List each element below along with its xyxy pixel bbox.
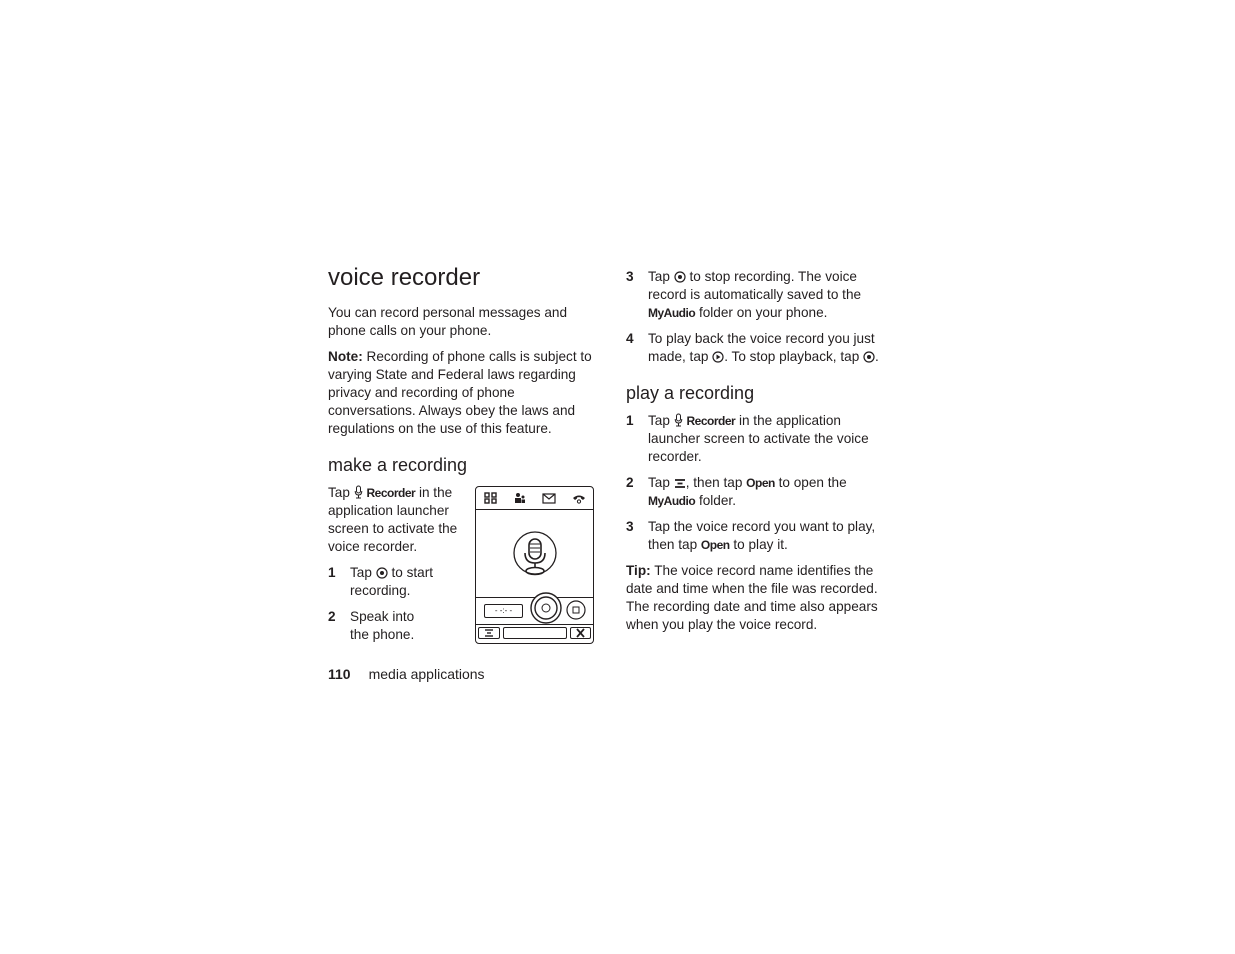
page-footer [328, 665, 485, 683]
screen-top-bar [476, 487, 593, 510]
note-label: Note: [328, 349, 363, 364]
make-step-3: 3 Tap to stop recording. The voice record is automatically saved to the MyAudio folder on your phone. [626, 269, 862, 320]
app-launcher-icon[interactable] [484, 491, 497, 509]
recorder-label: Recorder [686, 414, 736, 428]
phone-icon[interactable] [572, 491, 586, 509]
make-intro: Tap Recorder in the application launcher screen to activate the voice recorder. [328, 485, 458, 554]
time-display: - -:- - [484, 604, 523, 618]
recorder-icon [354, 485, 363, 499]
right-column [626, 268, 894, 642]
make-recording-block [328, 484, 596, 644]
play-step-2: 2 Tap , then tap Open to open the MyAudio folder. [626, 475, 847, 508]
open-label: Open [746, 476, 775, 490]
make-step-4: 4 To play back the voice record you just made, tap . To stop playback, tap . [626, 331, 879, 364]
note-text: Recording of phone calls is subject to varying State and Federal laws regarding privacy and recording of phone conversations. Always obey the laws and regulations on the use of this feature. [328, 349, 592, 436]
open-label: Open [700, 538, 730, 552]
left-column [328, 262, 596, 652]
play-recording-heading: play a recording [626, 383, 755, 403]
messages-icon[interactable] [542, 491, 556, 509]
make-step-1: 1 Tap to start recording. [328, 565, 434, 598]
recorder-label: Recorder [366, 486, 416, 500]
page-number: 110 [328, 666, 351, 682]
make-recording-text [328, 484, 468, 644]
recorder-icon [674, 413, 683, 427]
close-icon[interactable] [570, 627, 591, 639]
tip-text: The voice record name identifies the date and time when the file was recorded. The recording date and time also appears when you play the voice record. [626, 563, 878, 632]
play-step-3: 3 Tap the voice record you want to play, then tap Open to play it. [626, 519, 876, 552]
menu-icon[interactable] [478, 627, 500, 639]
page-title: voice recorder [328, 264, 481, 291]
section-name: media applications [368, 666, 485, 682]
stop-key-icon [863, 351, 875, 363]
screen-bottom-bar [476, 624, 593, 643]
contacts-icon[interactable] [514, 491, 526, 509]
tip-paragraph [626, 562, 894, 634]
menu-icon [674, 478, 686, 489]
myaudio-label: MyAudio [648, 494, 696, 508]
play-step-1: 1 Tap Recorder in the application launcher screen to activate the voice recorder. [626, 413, 869, 464]
microphone-icon [512, 531, 558, 584]
make-recording-heading: make a recording [328, 455, 468, 475]
intro-paragraph: You can record personal messages and phone calls on your phone. [328, 305, 568, 338]
record-key-icon [674, 271, 686, 283]
make-step-2: 2 Speak into the phone. [328, 609, 415, 642]
voice-recorder-screen [475, 486, 594, 644]
myaudio-label: MyAudio [648, 306, 696, 320]
tip-label: Tip: [626, 563, 651, 578]
soft-key-center[interactable] [503, 627, 567, 639]
note-paragraph [328, 348, 596, 438]
stop-button-icon[interactable] [566, 600, 586, 625]
record-key-icon [376, 567, 388, 579]
play-icon [712, 351, 724, 363]
